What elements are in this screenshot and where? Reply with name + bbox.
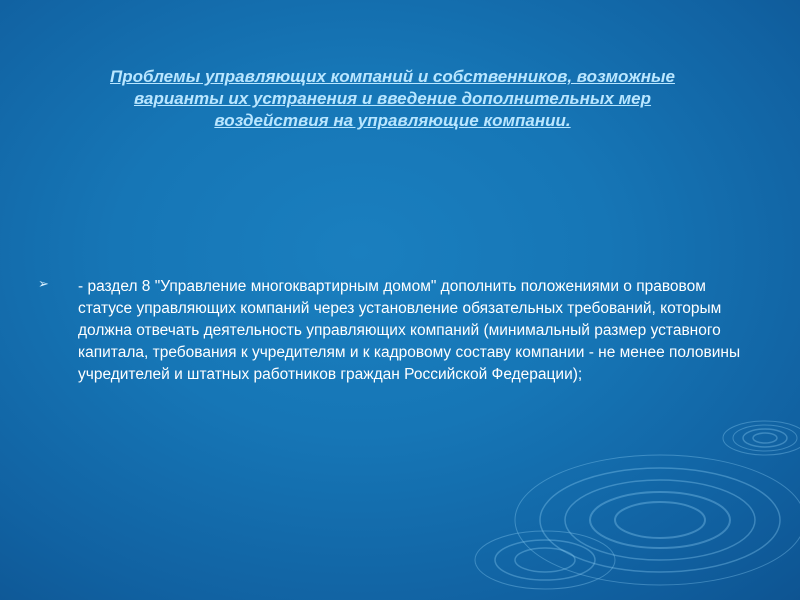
bullet-text: - раздел 8 "Управление многоквартирным домом" дополнить положениями о правовом статусе управляющих компаний через установление обязательных требований, которым должна отвечать деятельность управляющих компаний (минимальный размер уставного капитала, требования к учредителям и к кадровому составу компании - не менее половины учредителей и штатных работников граждан Российской Федерации); xyxy=(78,278,741,383)
arrow-bullet-icon: ➢ xyxy=(38,277,49,292)
bullet-item xyxy=(38,276,758,386)
slide-title: Проблемы управляющих компаний и собственников, возможные варианты их устранения и введение дополнительных мер воздействия на управляющие компании. xyxy=(110,67,675,130)
